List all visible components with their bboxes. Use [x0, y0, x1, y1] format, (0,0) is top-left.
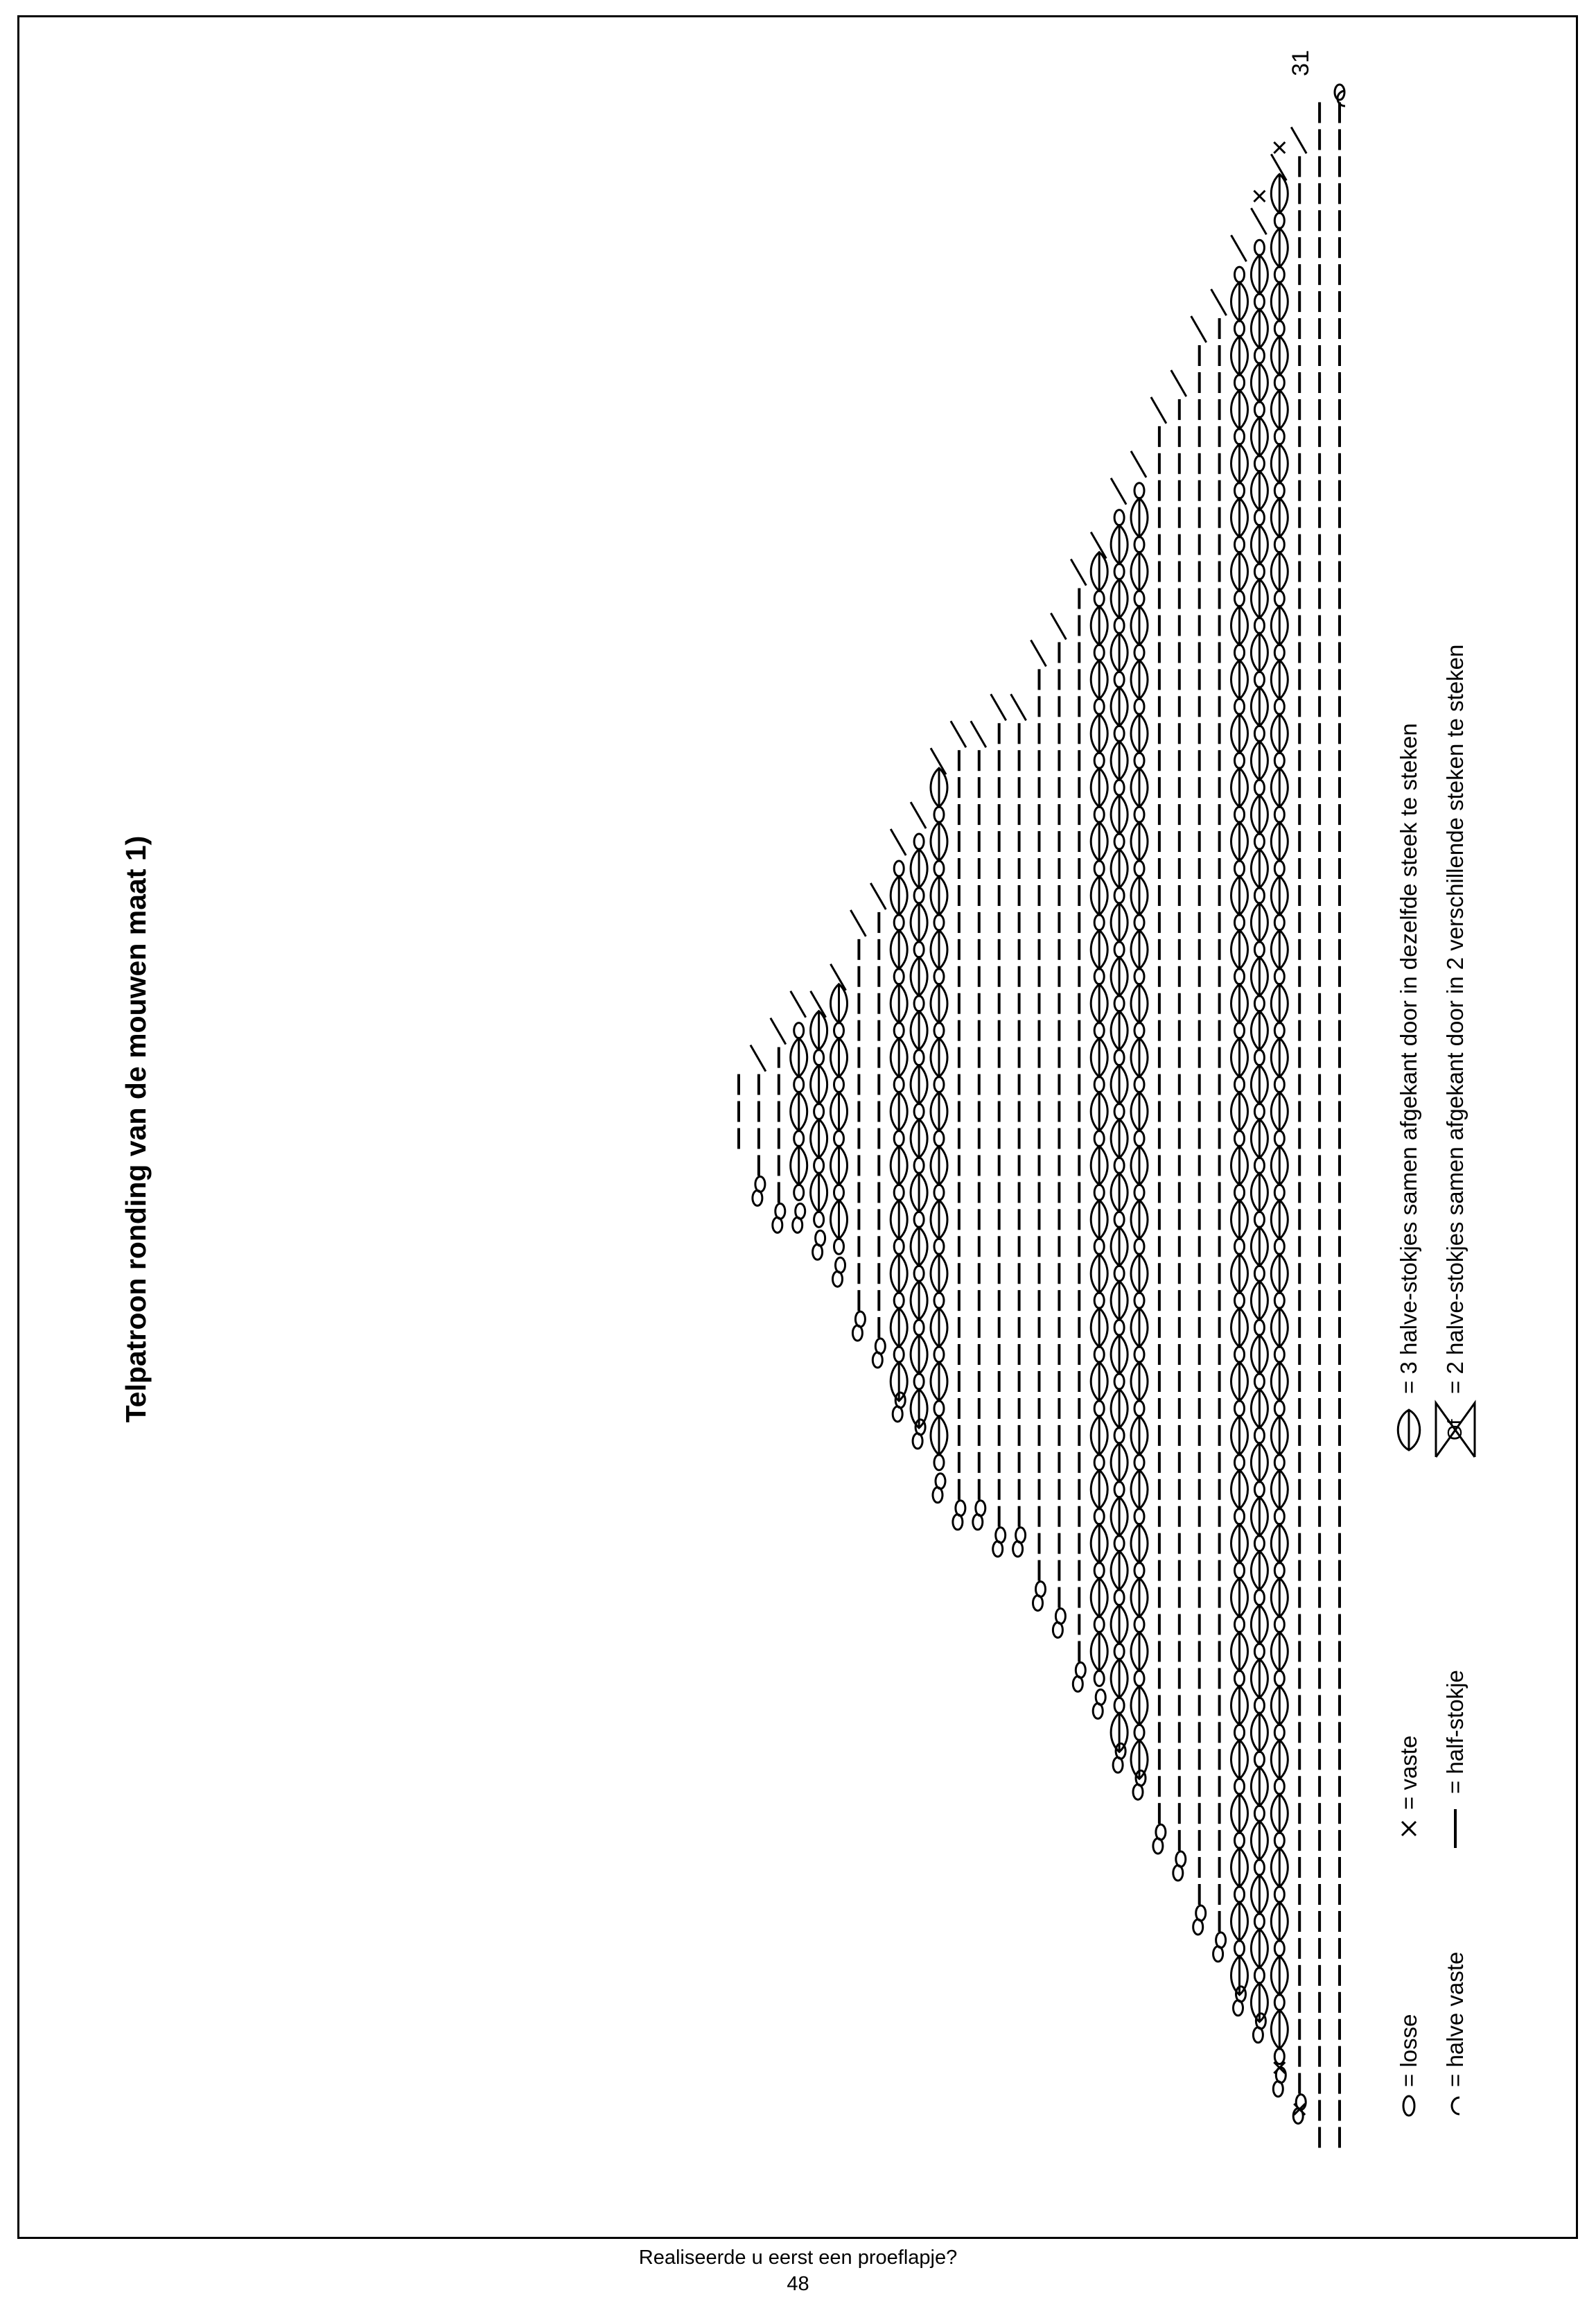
chain-mark — [1134, 1509, 1144, 1524]
chain-mark — [894, 1077, 904, 1092]
row-number-label: 31 — [1288, 50, 1314, 76]
chain-mark — [914, 1374, 924, 1389]
chain-mark — [1254, 1698, 1264, 1713]
chain-mark — [1235, 753, 1245, 768]
chain-mark — [1134, 1617, 1144, 1632]
chain-mark — [1114, 672, 1124, 687]
chain-mark — [1235, 1617, 1245, 1632]
chain-mark — [1254, 1482, 1264, 1497]
chain-mark — [1274, 1239, 1284, 1254]
chain-mark — [834, 1185, 844, 1200]
chain-mark — [1235, 1779, 1245, 1794]
chain-mark — [1235, 1023, 1245, 1038]
edge-chain-mark — [1216, 1933, 1226, 1948]
edge-chain-mark — [1016, 1528, 1026, 1543]
chain-mark — [1254, 888, 1264, 903]
chain-mark — [1134, 591, 1144, 607]
chain-mark — [1274, 1833, 1284, 1848]
chain-mark — [1274, 1401, 1284, 1416]
chain-mark — [1114, 1590, 1124, 1605]
chain-mark — [1114, 726, 1124, 741]
chain-mark — [1134, 1401, 1144, 1416]
chain-mark — [1094, 1347, 1104, 1362]
chain-mark — [1134, 1239, 1144, 1254]
chain-mark — [1235, 645, 1245, 660]
chain-mark — [1235, 699, 1245, 714]
chain-mark — [1274, 267, 1284, 282]
chain-mark — [1134, 915, 1144, 930]
chain-mark — [1254, 672, 1264, 687]
chain-mark — [1254, 348, 1264, 363]
edge-decrease-mark — [1031, 640, 1046, 666]
chain-mark — [1254, 1104, 1264, 1119]
chain-mark — [1114, 618, 1124, 633]
chain-mark — [1235, 1077, 1245, 1092]
chain-mark — [1094, 645, 1104, 660]
chain-mark — [1254, 1968, 1264, 1983]
edge-decrease-mark — [1291, 127, 1306, 153]
chain-mark — [1134, 1725, 1144, 1740]
edge-chain-mark — [1196, 1906, 1206, 1921]
chain-mark — [1114, 1050, 1124, 1065]
chain-mark — [1094, 699, 1104, 714]
chart-frame — [17, 15, 1578, 2239]
chain-mark — [1274, 1509, 1284, 1524]
chain-mark — [1134, 1185, 1144, 1200]
chain-mark — [834, 1239, 844, 1254]
chain-mark — [894, 1239, 904, 1254]
chain-mark — [1114, 780, 1124, 795]
edge-decrease-mark — [891, 829, 906, 855]
chain-mark — [1114, 942, 1124, 957]
chain-mark — [894, 1185, 904, 1200]
chain-mark — [914, 1104, 924, 1119]
chart-title: Telpatroon ronding van de mouwen maat 1) — [120, 835, 152, 1423]
chain-mark — [1274, 591, 1284, 607]
chain-mark — [934, 1455, 944, 1470]
edge-decrease-mark — [1111, 478, 1126, 505]
edge-decrease-mark — [1231, 235, 1247, 261]
chain-mark — [1235, 1185, 1245, 1200]
edge-chain-mark — [1156, 1824, 1166, 1840]
chain-mark — [894, 1347, 904, 1362]
chain-mark — [1254, 1158, 1264, 1173]
chain-mark — [1134, 861, 1144, 876]
chain-mark — [1134, 1671, 1144, 1686]
chain-mark — [1254, 1590, 1264, 1605]
chain-mark — [1114, 1698, 1124, 1713]
chain-mark — [1254, 1536, 1264, 1551]
chain-mark — [894, 1023, 904, 1038]
edge-chain-mark — [1055, 1609, 1065, 1624]
chain-mark — [1274, 1995, 1284, 2010]
chain-mark — [1134, 753, 1144, 768]
chain-mark — [1274, 1887, 1284, 1902]
edge-chain-mark — [976, 1501, 985, 1516]
edge-decrease-mark — [771, 1018, 786, 1045]
chain-mark — [1094, 1401, 1104, 1416]
chain-mark — [1254, 780, 1264, 795]
chain-mark — [1274, 1185, 1284, 1200]
chain-mark — [1134, 699, 1144, 714]
chain-mark — [1094, 1293, 1104, 1308]
chain-mark — [1274, 1293, 1284, 1308]
edge-decrease-mark — [1191, 316, 1207, 342]
chain-mark — [894, 1293, 904, 1308]
chain-mark — [1235, 807, 1245, 822]
chain-mark — [1254, 1806, 1264, 1821]
chain-mark — [1274, 429, 1284, 444]
chain-mark — [1274, 807, 1284, 822]
chain-mark — [1235, 321, 1245, 336]
edge-chain-mark — [936, 1474, 945, 1489]
chain-mark — [1274, 1563, 1284, 1578]
chain-mark — [894, 861, 904, 876]
chain-mark — [934, 1347, 944, 1362]
chain-mark — [1254, 618, 1264, 633]
chain-mark — [1134, 1347, 1144, 1362]
chain-mark — [1254, 1752, 1264, 1767]
chain-mark — [1235, 1401, 1245, 1416]
chain-mark — [1274, 969, 1284, 984]
chain-mark — [894, 1131, 904, 1146]
chain-mark — [1254, 1374, 1264, 1389]
edge-decrease-mark — [951, 721, 966, 747]
edge-chain-mark — [1036, 1582, 1046, 1597]
footer-question: Realiseerde u eerst een proeflapje? — [638, 2247, 958, 2269]
chain-mark — [1235, 483, 1245, 498]
chain-mark — [1254, 834, 1264, 849]
chain-mark — [1114, 1104, 1124, 1119]
legend-slip-stitch-text: = halve vaste — [1442, 1951, 1468, 2087]
chain-mark — [1274, 1131, 1284, 1146]
stitch-marks — [739, 85, 1345, 2148]
chain-mark — [1235, 861, 1245, 876]
page-number: 48 — [787, 2273, 809, 2295]
chain-mark — [914, 942, 924, 957]
chain-mark — [1114, 564, 1124, 579]
legend-chain-text: = losse — [1396, 2014, 1421, 2087]
chain-mark — [1134, 1131, 1144, 1146]
chain-mark — [1235, 375, 1245, 390]
chain-mark — [1134, 969, 1144, 984]
chain-mark — [1235, 1833, 1245, 1848]
chain-mark — [1114, 1536, 1124, 1551]
chain-mark — [1235, 429, 1245, 444]
chain-mark — [914, 996, 924, 1011]
slip-stitch-icon — [1441, 2092, 1469, 2120]
half-double-crochet-icon — [1441, 1801, 1469, 1856]
chain-mark — [1094, 1023, 1104, 1038]
chain-mark — [1094, 1617, 1104, 1632]
edge-decrease-mark — [1011, 694, 1026, 720]
chain-mark — [1114, 1320, 1124, 1335]
chain-mark — [934, 969, 944, 984]
chain-mark — [934, 1077, 944, 1092]
edge-chain-mark — [996, 1528, 1006, 1543]
chain-mark — [1274, 861, 1284, 876]
edge-decrease-mark — [1211, 289, 1227, 315]
rotated-chart-page — [19, 17, 1580, 2241]
edge-chain-mark — [775, 1203, 785, 1219]
chain-mark — [1114, 1428, 1124, 1443]
hdc2tog-alt-icon — [1430, 1399, 1480, 1461]
chain-mark — [1094, 1077, 1104, 1092]
chain-mark — [1134, 1563, 1144, 1578]
chain-mark — [1094, 1239, 1104, 1254]
chain-mark — [1274, 1671, 1284, 1686]
chain-mark — [834, 1131, 844, 1146]
chain-mark — [914, 888, 924, 903]
edge-decrease-mark — [1171, 370, 1186, 396]
edge-chain-mark — [855, 1311, 865, 1327]
chain-mark — [1114, 1374, 1124, 1389]
chain-mark — [894, 969, 904, 984]
edge-chain-mark — [816, 1230, 825, 1246]
chain-mark — [1134, 645, 1144, 660]
chain-mark — [1254, 1428, 1264, 1443]
chain-mark — [1134, 1077, 1144, 1092]
chain-mark — [1094, 591, 1104, 607]
chain-mark — [814, 1050, 824, 1065]
chain-mark — [1134, 1455, 1144, 1470]
chain-mark — [1254, 564, 1264, 579]
chain-mark — [1114, 1212, 1124, 1227]
chain-mark — [1254, 1643, 1264, 1659]
chain-mark — [1094, 807, 1104, 822]
legend-single-crochet-text: = vaste — [1396, 1735, 1421, 1810]
chain-mark — [1235, 1941, 1245, 1956]
edge-decrease-mark — [791, 991, 806, 1018]
chain-mark — [1274, 753, 1284, 768]
chain-mark — [1274, 213, 1284, 228]
chain-mark — [1134, 1023, 1144, 1038]
chain-mark — [1235, 537, 1245, 552]
edge-chain-mark — [1096, 1689, 1105, 1704]
chain-mark — [934, 1239, 944, 1254]
chain-mark — [934, 1293, 944, 1308]
chain-mark — [1114, 1158, 1124, 1173]
chain-mark — [1235, 1239, 1245, 1254]
chain-mark — [1114, 510, 1124, 525]
edge-decrease-mark — [1131, 451, 1146, 478]
chain-mark — [1114, 1482, 1124, 1497]
edge-decrease-mark — [751, 1045, 766, 1072]
legend-half-double-crochet-text: = half-stokje — [1442, 1670, 1468, 1794]
chain-mark — [1254, 1860, 1264, 1875]
chain-mark — [914, 834, 924, 849]
chain-mark — [1254, 510, 1264, 525]
chain-mark — [1274, 321, 1284, 336]
chain-mark — [934, 861, 944, 876]
chain-mark — [1235, 1347, 1245, 1362]
edge-chain-mark — [836, 1257, 845, 1273]
chain-mark — [1134, 1293, 1144, 1308]
chain-mark — [1235, 1509, 1245, 1524]
chain-mark — [1254, 996, 1264, 1011]
chain-mark — [914, 1158, 924, 1173]
chain-mark — [934, 1131, 944, 1146]
page-footer — [0, 2244, 1596, 2297]
chain-mark — [1094, 1671, 1104, 1686]
legend-hdc2tog-or: Of — [1444, 1419, 1466, 1440]
stitch-chart — [19, 17, 1580, 2241]
chain-mark — [1254, 942, 1264, 957]
chain-mark — [1235, 1671, 1245, 1686]
chain-mark — [934, 1185, 944, 1200]
chain-mark — [1114, 1266, 1124, 1281]
chain-mark — [1094, 753, 1104, 768]
chain-mark — [814, 1212, 824, 1227]
chain-mark — [1094, 861, 1104, 876]
chain-mark — [1094, 1509, 1104, 1524]
chain-mark — [1114, 1643, 1124, 1659]
chain-mark — [1254, 1050, 1264, 1065]
chain-mark — [1094, 969, 1104, 984]
chain-mark — [1274, 645, 1284, 660]
chain-mark — [1274, 1347, 1284, 1362]
legend-hdc2tog-text: = 2 halve-stokjes samen afgekant door in 2 verschillende steken te steken — [1442, 644, 1468, 1394]
edge-decrease-mark — [1151, 397, 1166, 424]
legend-hdc3tog-text: = 3 halve-stokjes samen afgekant door in dezelfde steek te steken — [1396, 723, 1421, 1394]
chain-mark — [1274, 1941, 1284, 1956]
chain-mark — [1235, 1293, 1245, 1308]
chain-mark — [1274, 1779, 1284, 1794]
edge-decrease-mark — [850, 910, 866, 936]
chain-mark — [1274, 483, 1284, 498]
chain-mark — [1235, 1725, 1245, 1740]
chain-mark — [894, 915, 904, 930]
chain-mark — [1094, 1563, 1104, 1578]
edge-chain-mark — [755, 1176, 765, 1192]
chain-mark — [1094, 1455, 1104, 1470]
chain-mark — [1235, 1887, 1245, 1902]
chain-mark — [1274, 1455, 1284, 1470]
chain-mark — [914, 1320, 924, 1335]
chain-mark — [914, 1050, 924, 1065]
chain-mark — [1254, 456, 1264, 471]
chain-icon — [1395, 2092, 1423, 2120]
chain-mark — [1254, 1320, 1264, 1335]
edge-decrease-mark — [1051, 613, 1066, 639]
edge-decrease-mark — [971, 721, 986, 747]
chain-mark — [1114, 834, 1124, 849]
chain-mark — [1254, 402, 1264, 417]
chain-mark — [1114, 888, 1124, 903]
chain-mark — [1254, 726, 1264, 741]
single-crochet-icon — [1395, 1815, 1423, 1842]
chain-mark — [914, 1266, 924, 1281]
chain-mark — [1274, 699, 1284, 714]
chain-mark — [1235, 591, 1245, 607]
chain-mark — [1254, 240, 1264, 255]
chain-mark — [1274, 2049, 1284, 2064]
chain-mark — [1235, 1455, 1245, 1470]
chain-mark — [814, 1158, 824, 1173]
chain-mark — [1274, 915, 1284, 930]
chain-mark — [794, 1185, 804, 1200]
edge-chain-mark — [1176, 1851, 1186, 1867]
edge-chain-mark — [796, 1203, 805, 1219]
chain-mark — [834, 1077, 844, 1092]
edge-decrease-mark — [911, 802, 926, 828]
chain-mark — [1094, 1185, 1104, 1200]
chain-mark — [1094, 1131, 1104, 1146]
chain-mark — [934, 807, 944, 822]
chain-mark — [1274, 537, 1284, 552]
chain-mark — [1235, 969, 1245, 984]
chain-mark — [934, 1401, 944, 1416]
chain-mark — [934, 915, 944, 930]
chain-mark — [1114, 996, 1124, 1011]
chain-mark — [1134, 537, 1144, 552]
hdc3tog-cluster-icon — [1393, 1406, 1425, 1454]
chain-mark — [914, 1212, 924, 1227]
chain-mark — [794, 1131, 804, 1146]
chain-mark — [834, 1023, 844, 1038]
chain-mark — [1254, 294, 1264, 309]
chain-mark — [1254, 1266, 1264, 1281]
chain-mark — [1274, 1077, 1284, 1092]
chain-mark — [794, 1077, 804, 1092]
chain-mark — [934, 1023, 944, 1038]
chain-mark — [1235, 1131, 1245, 1146]
chain-mark — [1274, 1617, 1284, 1632]
edge-decrease-mark — [870, 883, 886, 909]
chain-mark — [794, 1023, 804, 1038]
chain-mark — [1274, 375, 1284, 390]
chain-mark — [1254, 1212, 1264, 1227]
edge-chain-mark — [956, 1501, 965, 1516]
chain-mark — [1274, 1725, 1284, 1740]
chain-mark — [1134, 483, 1144, 498]
chain-mark — [1134, 807, 1144, 822]
chain-mark — [1094, 915, 1104, 930]
edge-decrease-mark — [991, 694, 1006, 720]
chain-mark — [1235, 1563, 1245, 1578]
chain-mark — [1274, 1023, 1284, 1038]
edge-decrease-mark — [1251, 208, 1266, 234]
chain-mark — [1235, 915, 1245, 930]
edge-chain-mark — [875, 1339, 885, 1354]
edge-chain-mark — [1076, 1662, 1085, 1677]
chain-mark — [1235, 267, 1245, 282]
edge-decrease-mark — [1071, 559, 1086, 586]
chain-mark — [1254, 1914, 1264, 1929]
chain-mark — [814, 1104, 824, 1119]
